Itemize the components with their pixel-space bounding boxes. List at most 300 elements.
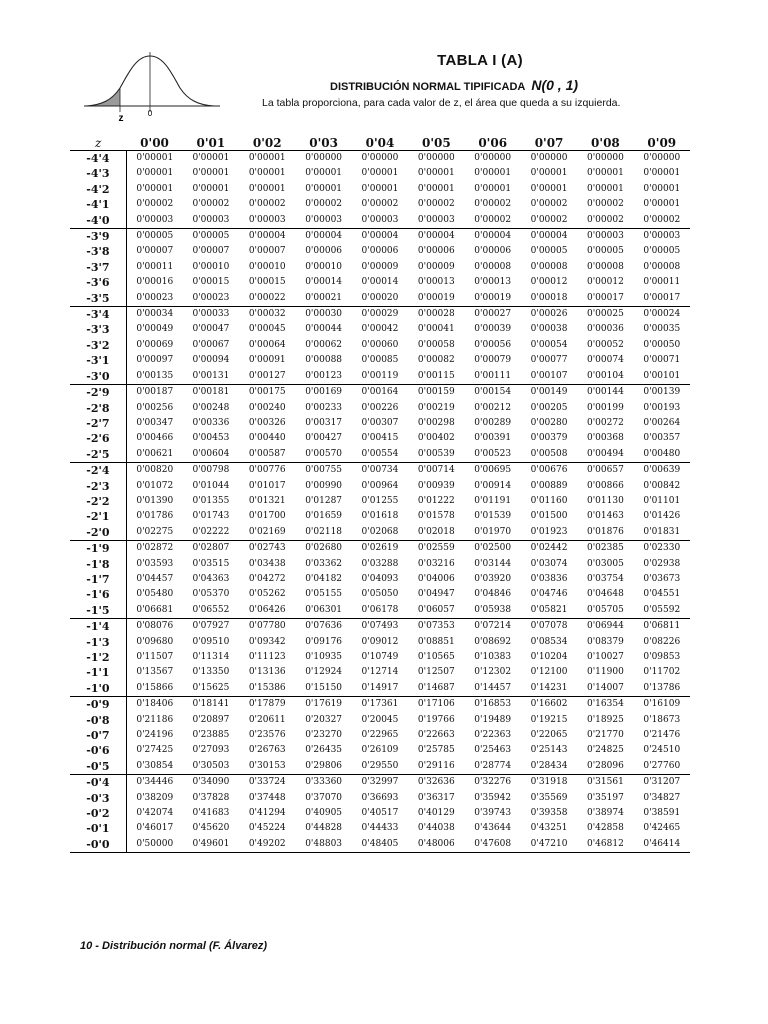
probability-cell: 0'14231 <box>530 682 568 693</box>
probability-cell: 0'00002 <box>643 214 681 225</box>
table-row <box>70 431 690 446</box>
probability-cell: 0'00002 <box>530 214 568 225</box>
probability-cell: 0'00071 <box>643 355 681 366</box>
probability-cell: 0'00045 <box>248 324 286 335</box>
probability-cell: 0'10565 <box>417 652 455 662</box>
probability-cell: 0'04006 <box>417 573 455 584</box>
probability-cell: 0'00193 <box>643 402 681 413</box>
probability-cell: 0'00714 <box>408 463 464 479</box>
probability-cell: 0'02068 <box>361 526 399 537</box>
probability-cell: 0'00030 <box>295 307 351 323</box>
probability-cell: 0'06426 <box>248 604 286 615</box>
probability-cell: 0'00001 <box>586 168 624 179</box>
probability-cell: 0'12302 <box>474 667 512 678</box>
probability-cell: 0'00107 <box>530 370 568 381</box>
probability-cell: 0'00248 <box>192 402 230 413</box>
probability-cell: 0'42465 <box>643 823 681 834</box>
column-header: 0'02 <box>239 136 295 151</box>
probability-cell: 0'01072 <box>136 480 174 491</box>
table-subtitle <box>330 77 578 93</box>
probability-cell: 0'05705 <box>586 604 624 615</box>
probability-cell: 0'34827 <box>643 792 681 803</box>
probability-cell: 0'00001 <box>530 168 568 179</box>
probability-cell: 0'02872 <box>126 541 182 557</box>
probability-cell: 0'00990 <box>305 480 343 491</box>
probability-cell: 0'00256 <box>136 402 174 413</box>
z-value-cell: -4'3 <box>70 166 126 181</box>
probability-cell: 0'01786 <box>136 511 174 522</box>
probability-cell: 0'28096 <box>586 760 624 771</box>
column-header: 0'05 <box>408 136 464 151</box>
probability-cell: 0'00336 <box>192 417 230 428</box>
probability-cell: 0'00003 <box>136 214 174 225</box>
probability-cell: 0'10749 <box>361 652 399 662</box>
probability-cell: 0'03438 <box>248 558 286 569</box>
probability-cell: 0'00019 <box>417 292 455 303</box>
probability-cell: 0'03593 <box>136 558 174 569</box>
probability-cell: 0'00480 <box>643 448 681 459</box>
probability-cell: 0'00010 <box>192 261 230 272</box>
probability-cell: 0'26435 <box>305 745 343 756</box>
probability-cell: 0'00002 <box>586 199 624 210</box>
probability-cell: 0'00657 <box>577 463 633 479</box>
probability-cell: 0'00001 <box>305 168 343 179</box>
probability-cell: 0'48006 <box>408 837 464 853</box>
probability-cell: 0'00002 <box>248 199 286 210</box>
probability-cell: 0'17879 <box>239 697 295 713</box>
z-value-cell: -2'1 <box>70 509 126 524</box>
probability-cell: 0'00004 <box>521 229 577 245</box>
z-value-cell: -0'8 <box>70 713 126 728</box>
column-header: 0'07 <box>521 136 577 151</box>
table-row <box>70 291 690 307</box>
probability-cell: 0'00002 <box>586 214 624 225</box>
probability-cell: 0'00164 <box>352 385 408 401</box>
probability-cell: 0'00415 <box>361 433 399 444</box>
probability-cell: 0'00038 <box>530 324 568 335</box>
probability-cell: 0'01500 <box>530 511 568 522</box>
probability-cell: 0'00798 <box>183 463 239 479</box>
probability-cell: 0'38209 <box>136 792 174 803</box>
probability-cell: 0'00127 <box>248 370 286 381</box>
z-value-cell: -1'0 <box>70 681 126 697</box>
z-value-cell: -3'1 <box>70 353 126 368</box>
probability-cell: 0'05938 <box>474 604 512 615</box>
probability-cell: 0'40905 <box>305 808 343 819</box>
probability-cell: 0'01255 <box>361 495 399 506</box>
probability-cell: 0'12924 <box>305 667 343 678</box>
probability-cell: 0'00012 <box>530 277 568 288</box>
probability-cell: 0'00695 <box>465 463 521 479</box>
probability-cell: 0'03362 <box>305 558 343 569</box>
table-row <box>70 479 690 494</box>
z-value-cell: -1'5 <box>70 603 126 619</box>
probability-cell: 0'00027 <box>465 307 521 323</box>
probability-cell: 0'06057 <box>417 604 455 615</box>
probability-cell: 0'00011 <box>643 277 681 288</box>
table-row <box>70 275 690 290</box>
probability-cell: 0'02559 <box>408 541 464 557</box>
probability-cell: 0'00056 <box>474 339 512 350</box>
z-value-cell: -1'6 <box>70 587 126 602</box>
z-value-cell: -1'9 <box>70 541 126 557</box>
probability-cell: 0'13567 <box>136 667 174 678</box>
probability-cell: 0'06681 <box>136 604 174 615</box>
probability-cell: 0'27093 <box>192 745 230 756</box>
z-value-cell: -2'8 <box>70 401 126 416</box>
probability-cell: 0'01743 <box>192 511 230 522</box>
probability-cell: 0'00003 <box>248 214 286 225</box>
probability-cell: 0'00604 <box>192 448 230 459</box>
probability-cell: 0'24510 <box>643 745 681 756</box>
probability-cell: 0'04272 <box>248 573 286 584</box>
probability-cell: 0'34090 <box>183 775 239 791</box>
probability-cell: 0'04457 <box>136 573 174 584</box>
probability-cell: 0'00023 <box>136 292 174 303</box>
probability-cell: 0'01390 <box>136 495 174 506</box>
probability-cell: 0'04648 <box>586 589 624 600</box>
z-value-cell: -2'3 <box>70 479 126 494</box>
probability-cell: 0'37448 <box>248 792 286 803</box>
probability-cell: 0'05050 <box>361 589 399 600</box>
probability-cell: 0'01539 <box>474 511 512 522</box>
z-value-cell: -2'2 <box>70 494 126 509</box>
table-row <box>70 307 690 323</box>
probability-cell: 0'00001 <box>192 183 230 194</box>
probability-cell: 0'00357 <box>643 433 681 444</box>
probability-cell: 0'10204 <box>530 652 568 662</box>
probability-cell: 0'00755 <box>295 463 351 479</box>
probability-cell: 0'00036 <box>586 324 624 335</box>
probability-cell: 0'01222 <box>417 495 455 506</box>
probability-cell: 0'13786 <box>643 682 681 693</box>
probability-cell: 0'00368 <box>586 433 624 444</box>
probability-cell: 0'00240 <box>248 402 286 413</box>
probability-cell: 0'00018 <box>530 292 568 303</box>
probability-cell: 0'00015 <box>248 277 286 288</box>
probability-cell: 0'00091 <box>248 355 286 366</box>
probability-cell: 0'05480 <box>136 589 174 600</box>
probability-cell: 0'00049 <box>136 324 174 335</box>
probability-cell: 0'22663 <box>417 730 455 741</box>
probability-cell: 0'02169 <box>248 526 286 537</box>
probability-cell: 0'00135 <box>136 370 174 381</box>
probability-cell: 0'00022 <box>248 292 286 303</box>
probability-cell: 0'27425 <box>136 745 174 756</box>
z-value-cell: -2'4 <box>70 463 126 479</box>
probability-cell: 0'00000 <box>295 151 351 167</box>
column-header: 0'03 <box>295 136 351 151</box>
probability-cell: 0'05262 <box>248 589 286 600</box>
probability-cell: 0'00035 <box>643 324 681 335</box>
probability-cell: 0'00539 <box>417 448 455 459</box>
table-row <box>70 837 690 853</box>
probability-cell: 0'06178 <box>361 604 399 615</box>
probability-cell: 0'02018 <box>417 526 455 537</box>
probability-cell: 0'11702 <box>643 667 681 678</box>
probability-cell: 0'00159 <box>408 385 464 401</box>
probability-cell: 0'00115 <box>417 370 455 381</box>
probability-cell: 0'00005 <box>530 246 568 257</box>
probability-cell: 0'36693 <box>361 792 399 803</box>
probability-cell: 0'02500 <box>465 541 521 557</box>
probability-cell: 0'24196 <box>136 730 174 741</box>
probability-cell: 0'30153 <box>248 760 286 771</box>
probability-cell: 0'45620 <box>192 823 230 834</box>
probability-cell: 0'00289 <box>474 417 512 428</box>
probability-cell: 0'00866 <box>586 480 624 491</box>
probability-cell: 0'00001 <box>474 168 512 179</box>
probability-cell: 0'00002 <box>192 199 230 210</box>
probability-cell: 0'29116 <box>417 760 455 771</box>
probability-cell: 0'14457 <box>474 682 512 693</box>
table-row <box>70 197 690 212</box>
probability-cell: 0'36317 <box>417 792 455 803</box>
probability-cell: 0'17619 <box>295 697 351 713</box>
z-value-cell: -1'7 <box>70 572 126 587</box>
probability-cell: 0'12100 <box>530 667 568 678</box>
probability-cell: 0'04363 <box>192 573 230 584</box>
probability-cell: 0'04182 <box>305 573 343 584</box>
probability-cell: 0'00000 <box>634 151 690 167</box>
probability-cell: 0'00000 <box>352 151 408 167</box>
probability-cell: 0'42074 <box>136 808 174 819</box>
probability-cell: 0'35942 <box>474 792 512 803</box>
probability-cell: 0'01017 <box>248 480 286 491</box>
probability-table <box>70 136 690 853</box>
normal-distribution-figure <box>84 46 224 124</box>
probability-cell: 0'05155 <box>305 589 343 600</box>
probability-cell: 0'00119 <box>361 370 399 381</box>
probability-cell: 0'00379 <box>530 433 568 444</box>
probability-cell: 0'38974 <box>586 808 624 819</box>
probability-cell: 0'23885 <box>192 730 230 741</box>
table-row <box>70 603 690 619</box>
z-value-cell: -2'7 <box>70 416 126 431</box>
probability-cell: 0'00123 <box>305 370 343 381</box>
probability-cell: 0'19215 <box>530 714 568 725</box>
table-row <box>70 369 690 385</box>
probability-cell: 0'06811 <box>634 619 690 635</box>
probability-cell: 0'00001 <box>192 168 230 179</box>
probability-cell: 0'31561 <box>577 775 633 791</box>
probability-cell: 0'31207 <box>634 775 690 791</box>
probability-cell: 0'00047 <box>192 324 230 335</box>
probability-cell: 0'01970 <box>474 526 512 537</box>
probability-cell: 0'00069 <box>136 339 174 350</box>
probability-cell: 0'00015 <box>192 277 230 288</box>
z-value-cell: -3'9 <box>70 229 126 245</box>
table-row <box>70 635 690 650</box>
probability-cell: 0'16354 <box>577 697 633 713</box>
probability-cell: 0'00639 <box>634 463 690 479</box>
probability-cell: 0'01831 <box>643 526 681 537</box>
probability-cell: 0'00347 <box>136 417 174 428</box>
probability-cell: 0'00064 <box>248 339 286 350</box>
probability-cell: 0'20897 <box>192 714 230 725</box>
table-row <box>70 260 690 275</box>
probability-cell: 0'16602 <box>521 697 577 713</box>
probability-cell: 0'06552 <box>192 604 230 615</box>
probability-cell: 0'07078 <box>521 619 577 635</box>
probability-cell: 0'04947 <box>417 589 455 600</box>
probability-cell: 0'00523 <box>474 448 512 459</box>
table-row <box>70 743 690 758</box>
probability-cell: 0'03754 <box>586 573 624 584</box>
probability-cell: 0'00026 <box>521 307 577 323</box>
probability-cell: 0'00006 <box>417 246 455 257</box>
probability-cell: 0'33360 <box>295 775 351 791</box>
probability-cell: 0'00000 <box>577 151 633 167</box>
probability-cell: 0'01426 <box>643 511 681 522</box>
table-row <box>70 697 690 713</box>
probability-cell: 0'00008 <box>474 261 512 272</box>
probability-cell: 0'00003 <box>634 229 690 245</box>
probability-cell: 0'18406 <box>126 697 182 713</box>
probability-cell: 0'45224 <box>248 823 286 834</box>
probability-cell: 0'00054 <box>530 339 568 350</box>
probability-cell: 0'00007 <box>248 246 286 257</box>
probability-cell: 0'15150 <box>305 682 343 693</box>
z-value-cell: -3'5 <box>70 291 126 307</box>
probability-cell: 0'33724 <box>239 775 295 791</box>
probability-cell: 0'07780 <box>239 619 295 635</box>
probability-cell: 0'00964 <box>361 480 399 491</box>
table-row <box>70 650 690 665</box>
table-row <box>70 713 690 728</box>
probability-cell: 0'00003 <box>305 214 343 225</box>
probability-cell: 0'17106 <box>408 697 464 713</box>
probability-cell: 0'12507 <box>417 667 455 678</box>
probability-cell: 0'32997 <box>352 775 408 791</box>
probability-cell: 0'00097 <box>136 355 174 366</box>
probability-cell: 0'01101 <box>643 495 681 506</box>
probability-cell: 0'00000 <box>408 151 464 167</box>
probability-cell: 0'09680 <box>136 636 174 647</box>
z-value-cell: -2'5 <box>70 447 126 463</box>
probability-cell: 0'18141 <box>183 697 239 713</box>
probability-cell: 0'22965 <box>361 730 399 741</box>
probability-cell: 0'00010 <box>248 261 286 272</box>
probability-cell: 0'00001 <box>305 183 343 194</box>
table-row <box>70 151 690 167</box>
probability-cell: 0'02619 <box>352 541 408 557</box>
table-row <box>70 728 690 743</box>
z-value-cell: -3'7 <box>70 260 126 275</box>
probability-cell: 0'03836 <box>530 573 568 584</box>
probability-cell: 0'00570 <box>305 448 343 459</box>
probability-cell: 0'01923 <box>530 526 568 537</box>
probability-cell: 0'00009 <box>417 261 455 272</box>
probability-cell: 0'03216 <box>417 558 455 569</box>
probability-cell: 0'26109 <box>361 745 399 756</box>
probability-cell: 0'07636 <box>295 619 351 635</box>
probability-cell: 0'00002 <box>530 199 568 210</box>
probability-cell: 0'00317 <box>305 417 343 428</box>
probability-cell: 0'00001 <box>248 168 286 179</box>
z-value-cell: -4'2 <box>70 182 126 197</box>
probability-cell: 0'27760 <box>643 760 681 771</box>
z-value-cell: -4'4 <box>70 151 126 167</box>
probability-cell: 0'00007 <box>136 246 174 257</box>
probability-cell: 0'00004 <box>295 229 351 245</box>
probability-cell: 0'00060 <box>361 339 399 350</box>
probability-cell: 0'00494 <box>586 448 624 459</box>
probability-cell: 0'00010 <box>305 261 343 272</box>
probability-cell: 0'00427 <box>305 433 343 444</box>
table-row <box>70 665 690 680</box>
probability-cell: 0'00082 <box>417 355 455 366</box>
probability-cell: 0'39358 <box>530 808 568 819</box>
probability-cell: 0'16109 <box>634 697 690 713</box>
table-row <box>70 463 690 479</box>
probability-cell: 0'00001 <box>239 151 295 167</box>
probability-cell: 0'01287 <box>305 495 343 506</box>
probability-cell: 0'47608 <box>465 837 521 853</box>
probability-cell: 0'00002 <box>474 214 512 225</box>
table-row <box>70 166 690 181</box>
table-row <box>70 509 690 524</box>
probability-cell: 0'00002 <box>136 199 174 210</box>
probability-cell: 0'37828 <box>192 792 230 803</box>
probability-cell: 0'00016 <box>136 277 174 288</box>
probability-cell: 0'00001 <box>586 183 624 194</box>
probability-cell: 0'00440 <box>248 433 286 444</box>
probability-cell: 0'00889 <box>530 480 568 491</box>
probability-cell: 0'30503 <box>192 760 230 771</box>
z-value-cell: -3'2 <box>70 338 126 353</box>
probability-cell: 0'21186 <box>136 714 174 725</box>
probability-cell: 0'22065 <box>530 730 568 741</box>
table-row <box>70 791 690 806</box>
probability-cell: 0'00001 <box>136 168 174 179</box>
probability-cell: 0'00939 <box>417 480 455 491</box>
probability-cell: 0'02807 <box>183 541 239 557</box>
probability-cell: 0'00005 <box>126 229 182 245</box>
column-header: 0'00 <box>126 136 182 151</box>
probability-cell: 0'00219 <box>417 402 455 413</box>
probability-cell: 0'49202 <box>239 837 295 853</box>
probability-cell: 0'00001 <box>136 183 174 194</box>
probability-cell: 0'00111 <box>474 370 512 381</box>
probability-cell: 0'40517 <box>361 808 399 819</box>
column-header: 0'06 <box>465 136 521 151</box>
probability-cell: 0'00004 <box>239 229 295 245</box>
probability-cell: 0'43644 <box>474 823 512 834</box>
probability-cell: 0'12714 <box>361 667 399 678</box>
probability-cell: 0'08534 <box>530 636 568 647</box>
probability-cell: 0'00139 <box>634 385 690 401</box>
probability-cell: 0'00402 <box>417 433 455 444</box>
probability-cell: 0'08851 <box>417 636 455 647</box>
table-title: TABLA I (A) <box>437 52 523 69</box>
probability-cell: 0'00000 <box>465 151 521 167</box>
probability-cell: 0'39743 <box>474 808 512 819</box>
probability-cell: 0'00154 <box>465 385 521 401</box>
probability-cell: 0'10383 <box>474 652 512 662</box>
probability-cell: 0'00002 <box>417 199 455 210</box>
probability-cell: 0'20045 <box>361 714 399 725</box>
probability-cell: 0'00264 <box>643 417 681 428</box>
probability-cell: 0'08226 <box>643 636 681 647</box>
probability-cell: 0'13136 <box>248 667 286 678</box>
probability-cell: 0'07214 <box>465 619 521 635</box>
probability-cell: 0'00001 <box>361 183 399 194</box>
probability-cell: 0'00052 <box>586 339 624 350</box>
z-value-cell: -3'8 <box>70 244 126 259</box>
distribution-notation: N(0 , 1) <box>531 77 579 93</box>
probability-cell: 0'15386 <box>248 682 286 693</box>
